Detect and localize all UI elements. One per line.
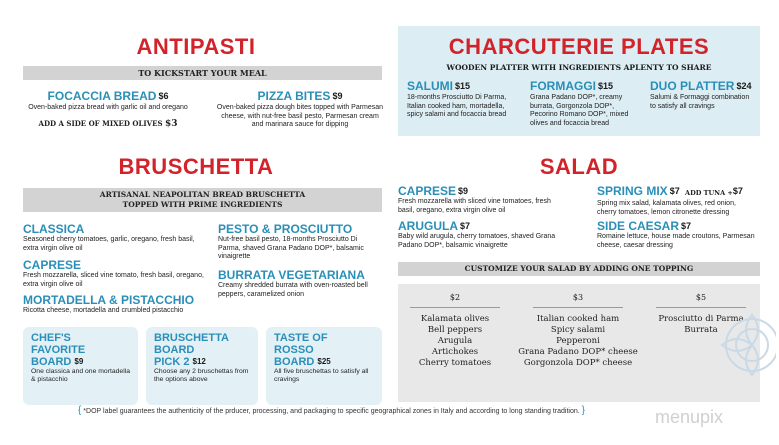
topping-item: Arugula: [437, 336, 473, 346]
menu-item-burrata-vegetariana: [218, 269, 383, 299]
topping-item: Pepperoni: [556, 336, 600, 346]
item-name: SIDE CAESAR: [597, 219, 680, 233]
item-desc: Spring mix salad, kalamata olives, red onion, cherry tomatoes, lemon citronette dressing: [597, 200, 736, 216]
board-desc: Choose any 2 bruschettas from the options above: [154, 368, 249, 383]
topping-item: Italian cooked ham: [536, 314, 620, 324]
menu-item-classica: [23, 223, 208, 253]
menu-item-pesto-prosciutto: [218, 223, 378, 262]
board-price: $9: [74, 357, 84, 366]
footnote-text: *DOP label guarantees the authenticity of the prducer, processing, and packaging to specific geographical zones in Italy and according to long standing tradition.: [83, 408, 580, 415]
item-desc: Oven-baked pizza dough bites topped with Parmesan cheese, with nut-free basil pesto, Parmesan cream and marinara sauce for dipping: [216, 104, 384, 128]
item-name: ARUGULA: [398, 219, 458, 233]
board-name-line1: BRUSCHETTA: [154, 332, 229, 344]
board-taste-of-rosso: [266, 327, 382, 405]
item-price: $7: [681, 221, 692, 231]
bruschetta-subtitle: [23, 188, 382, 212]
board-name-line2: ROSSO: [274, 344, 314, 356]
board-name-line1: CHEF'S: [31, 332, 71, 344]
addon-price: $3: [164, 119, 178, 129]
brace-right: }: [581, 405, 586, 416]
board-name-line2: FAVORITE: [31, 344, 86, 356]
charcuterie-subtitle: WOODEN PLATTER WITH INGREDIENTS APLENTY TO SHARE: [446, 63, 712, 72]
add-tuna-price: $7: [732, 186, 743, 196]
topping-divider: [533, 307, 623, 308]
board-chefs-favorite: [23, 327, 138, 405]
topping-col-2: [400, 292, 510, 369]
item-price: $24: [736, 81, 752, 91]
salad-title: SALAD: [539, 154, 619, 179]
brace-left: {: [78, 405, 82, 416]
item-desc: Creamy shredded burrata with oven-roasted bell peppers, caramelized onion: [218, 282, 368, 298]
item-name: FORMAGGI: [530, 79, 596, 93]
menu-item-focaccia: [23, 90, 193, 113]
topping-header: CUSTOMIZE YOUR SALAD BY ADDING ONE TOPPING: [398, 262, 760, 276]
item-name: DUO PLATTER: [650, 79, 735, 93]
topping-price: $2: [449, 293, 461, 302]
subtitle-line-2: TOPPED WITH PRIME INGREDIENTS: [122, 200, 283, 209]
add-tuna: ADD TUNA +: [685, 189, 733, 197]
menu-item-formaggi: [530, 80, 642, 128]
topping-item: Prosciutto di Parma: [658, 314, 744, 324]
topping-item: Burrata: [684, 325, 718, 335]
item-name: PESTO & PROSCIUTTO: [218, 222, 353, 236]
item-name: CAPRESE: [398, 184, 457, 198]
ornament-icon: [712, 300, 776, 390]
topping-item: Bell peppers: [427, 325, 483, 335]
subtitle-line-1: ARTISANAL NEAPOLITAN BREAD BRUSCHETTA: [99, 190, 306, 199]
board-price: $25: [317, 357, 331, 366]
topping-price: $3: [572, 293, 584, 302]
item-price: $7: [460, 221, 471, 231]
item-price: $15: [598, 81, 614, 91]
item-name: CLASSICA: [23, 222, 85, 236]
board-name-line3: BOARD: [274, 356, 315, 368]
board-name-line3: PICK 2: [154, 356, 190, 368]
item-name: CAPRESE: [23, 258, 82, 272]
item-price: $9: [332, 91, 343, 101]
menu-item-spring-mix: [597, 185, 757, 217]
item-desc: Baby wild arugula, cherry tomatoes, shaved Grana Padano DOP*, balsamic vinaigrette: [398, 233, 556, 249]
topping-item: Grana Padano DOP* cheese: [518, 347, 638, 357]
board-desc: All five bruschettas to satisfy all cravings: [274, 368, 369, 383]
item-name: BURRATA VEGETARIANA: [218, 268, 365, 282]
antipasti-subtitle: TO KICKSTART YOUR MEAL: [23, 66, 382, 80]
addon-label: ADD A SIDE OF MIXED OLIVES: [38, 119, 163, 128]
board-name-line2: BOARD: [154, 344, 195, 356]
item-name: FOCACCIA BREAD: [47, 89, 157, 103]
item-desc: Seasoned cherry tomatoes, garlic, oregano, fresh basil, extra virgin olive oil: [23, 236, 195, 252]
item-desc: Fresh mozzarella, sliced vine tomato, fresh basil, oregano, extra virgin olive oil: [23, 272, 204, 288]
menu-item-pizza-bites: [215, 90, 385, 130]
topping-price: $5: [695, 293, 707, 302]
addon-olives: [33, 119, 183, 129]
board-pick-2: [146, 327, 258, 405]
menu-item-caprese-bruschetta: [23, 259, 208, 289]
item-price: $9: [458, 186, 469, 196]
item-desc: Oven-baked pizza bread with garlic oil and oregano: [28, 104, 188, 111]
item-desc: Romaine lettuce, house made croutons, Parmesan cheese, caesar dressing: [597, 233, 755, 249]
charcuterie-title: CHARCUTERIE PLATES: [448, 34, 710, 59]
item-desc: 18-months Prosciutto Di Parma, Italian cooked ham, mortadella, spicy salami and focaccia bread: [407, 94, 507, 118]
topping-col-3: [508, 292, 648, 369]
board-name-line3: BOARD: [31, 356, 72, 368]
bruschetta-title: BRUSCHETTA: [118, 154, 274, 179]
board-desc: One classica and one mortadella & pistacchio: [31, 368, 130, 383]
menu-item-mortadella: [23, 294, 223, 316]
board-name-line1: TASTE OF: [274, 332, 328, 344]
item-price: $7: [669, 186, 680, 196]
item-name: SPRING MIX: [597, 184, 668, 198]
menu-item-salumi: [407, 80, 519, 120]
item-price: $6: [158, 91, 169, 101]
item-desc: Nut-free basil pesto, 18-months Prosciutto Di Parma, shaved Grana Padano DOP*, balsamic vinaigrette: [218, 236, 364, 260]
item-name: PIZZA BITES: [257, 89, 331, 103]
item-price: $15: [455, 81, 471, 91]
topping-item: Cherry tomatoes: [418, 358, 492, 368]
menu-item-caprese-salad: [398, 185, 568, 215]
topping-item: Gorgonzola DOP* cheese: [523, 358, 633, 368]
item-desc: Ricotta cheese, mortadella and crumbled pistacchio: [23, 307, 184, 314]
item-desc: Grana Padano DOP*, creamy burrata, Gorgonzola DOP*, Pecorino Romano DOP*, mixed olives and focaccia bread: [530, 94, 629, 127]
board-price: $12: [192, 357, 206, 366]
dop-footnote: [78, 405, 718, 416]
item-name: MORTADELLA & PISTACCHIO: [23, 293, 195, 307]
menu-item-side-caesar: [597, 220, 757, 250]
menu-item-duo-platter: [650, 80, 755, 111]
watermark: menupix: [655, 407, 724, 427]
topping-item: Kalamata olives: [420, 314, 490, 324]
topping-item: Artichokes: [431, 347, 479, 357]
item-desc: Fresh mozzarella with sliced vine tomatoes, fresh basil, oregano, extra virgin olive oil: [398, 198, 551, 214]
topping-item: Spicy salami: [550, 325, 606, 335]
item-desc: Salumi & Formaggi combination to satisfy all cravings: [650, 94, 750, 110]
topping-divider: [410, 307, 500, 308]
antipasti-title: ANTIPASTI: [136, 34, 256, 59]
menu-item-arugula: [398, 220, 578, 250]
item-name: SALUMI: [407, 79, 453, 93]
